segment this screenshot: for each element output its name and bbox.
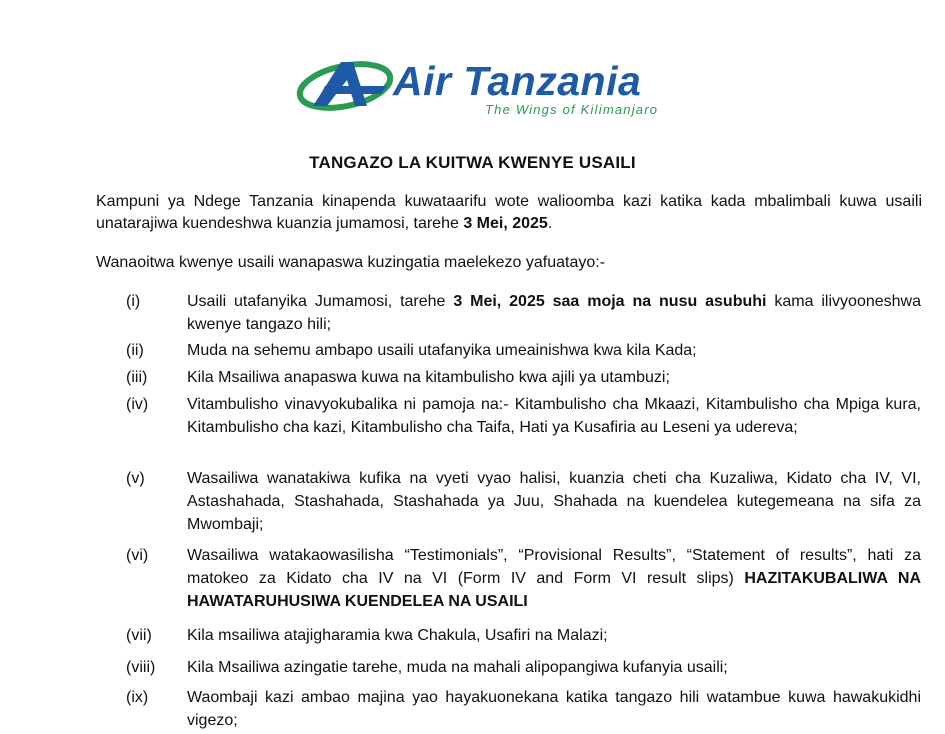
item-text-bold: 3 Mei, 2025 saa moja na nusu asubuhi xyxy=(453,293,767,310)
item-text-post: kama ilivyooneshwa kwenye tangazo hili; xyxy=(187,293,921,333)
item-text xyxy=(187,393,921,439)
intro-text: Kampuni ya Ndege Tanzania kinapenda kuwataarifu wote walioomba kazi katika kada mbalimbali kuwa usaili unatarajiwa kuendeshwa kuanzia jumamosi, tarehe xyxy=(96,193,922,232)
item-number: (i) xyxy=(126,293,141,310)
item-text-pre: Kila Msailiwa anapaswa kuwa na kitambulisho kwa ajili ya utambuzi; xyxy=(187,369,670,386)
intro-date: 3 Mei, 2025 xyxy=(463,215,548,232)
page-title: TANGAZO LA KUITWA KWENYE USAILI xyxy=(309,153,636,172)
item-text-pre: Usaili utafanyika Jumamosi, tarehe xyxy=(187,293,454,310)
item-number: (ii) xyxy=(126,342,144,359)
item-text xyxy=(187,656,921,679)
item-text xyxy=(187,544,921,613)
item-number: (vi) xyxy=(126,547,149,564)
instructions-lead: Wanaoitwa kwenye usaili wanapaswa kuzingatia maelekezo yafuatayo:- xyxy=(96,254,606,271)
item-number: (iv) xyxy=(126,396,149,413)
item-text xyxy=(187,290,921,336)
item-text-bold: HAZITAKUBALIWA NA HAWATARUHUSIWA KUENDELEA NA USAILI xyxy=(187,570,922,610)
logo-tagline: The Wings of Kilimanjaro xyxy=(485,102,659,117)
item-text xyxy=(187,686,921,732)
item-number: (v) xyxy=(126,470,145,487)
item-number: (viii) xyxy=(126,659,156,676)
airline-emblem-icon xyxy=(295,56,400,114)
item-text-pre: Wasailiwa wanatakiwa kufika na vyeti vyao halisi, kuanzia cheti cha Kuzaliwa, Kidato cha IV, VI, Astashahada, Stashahada, Stashahada ya Juu, Shahada na kuendelea kutegemeana na sifa za Mwombaji; xyxy=(187,470,921,533)
logo-title: Air Tanzania xyxy=(393,58,642,104)
item-text xyxy=(187,366,921,389)
item-text-pre: Waombaji kazi ambao majina yao hayakuonekana katika tangazo hili watambue kuwa hawakukidhi vigezo; xyxy=(187,689,921,729)
item-number: (iii) xyxy=(126,369,148,386)
item-text xyxy=(187,624,921,647)
item-text-pre: Vitambulisho vinavyokubalika ni pamoja na:- Kitambulisho cha Mkaazi, Kitambulisho cha Mpiga kura, Kitambulisho cha kazi, Kitambulisho cha Taifa, Hati ya Kusafiria au Leseni ya udereva; xyxy=(187,396,921,436)
item-text-pre: Kila Msailiwa azingatie tarehe, muda na mahali alipopangiwa kufanyia usaili; xyxy=(187,659,728,676)
air-tanzania-logo xyxy=(295,52,725,122)
intro-paragraph xyxy=(96,191,922,235)
item-text xyxy=(187,467,921,536)
intro-end: . xyxy=(547,215,553,232)
item-number: (ix) xyxy=(126,689,149,706)
item-number: (vii) xyxy=(126,627,152,644)
item-text-pre: Wasailiwa watakaowasilisha “Testimonials”, “Provisional Results”, “Statement of results”, hati za matokeo za Kidato cha IV na VI (Form IV and Form VI result slips) xyxy=(187,547,921,587)
item-text-pre: Kila msailiwa atajigharamia kwa Chakula, Usafiri na Malazi; xyxy=(187,627,608,644)
item-text xyxy=(187,339,921,362)
item-text-pre: Muda na sehemu ambapo usaili utafanyika umeainishwa kwa kila Kada; xyxy=(187,342,697,359)
